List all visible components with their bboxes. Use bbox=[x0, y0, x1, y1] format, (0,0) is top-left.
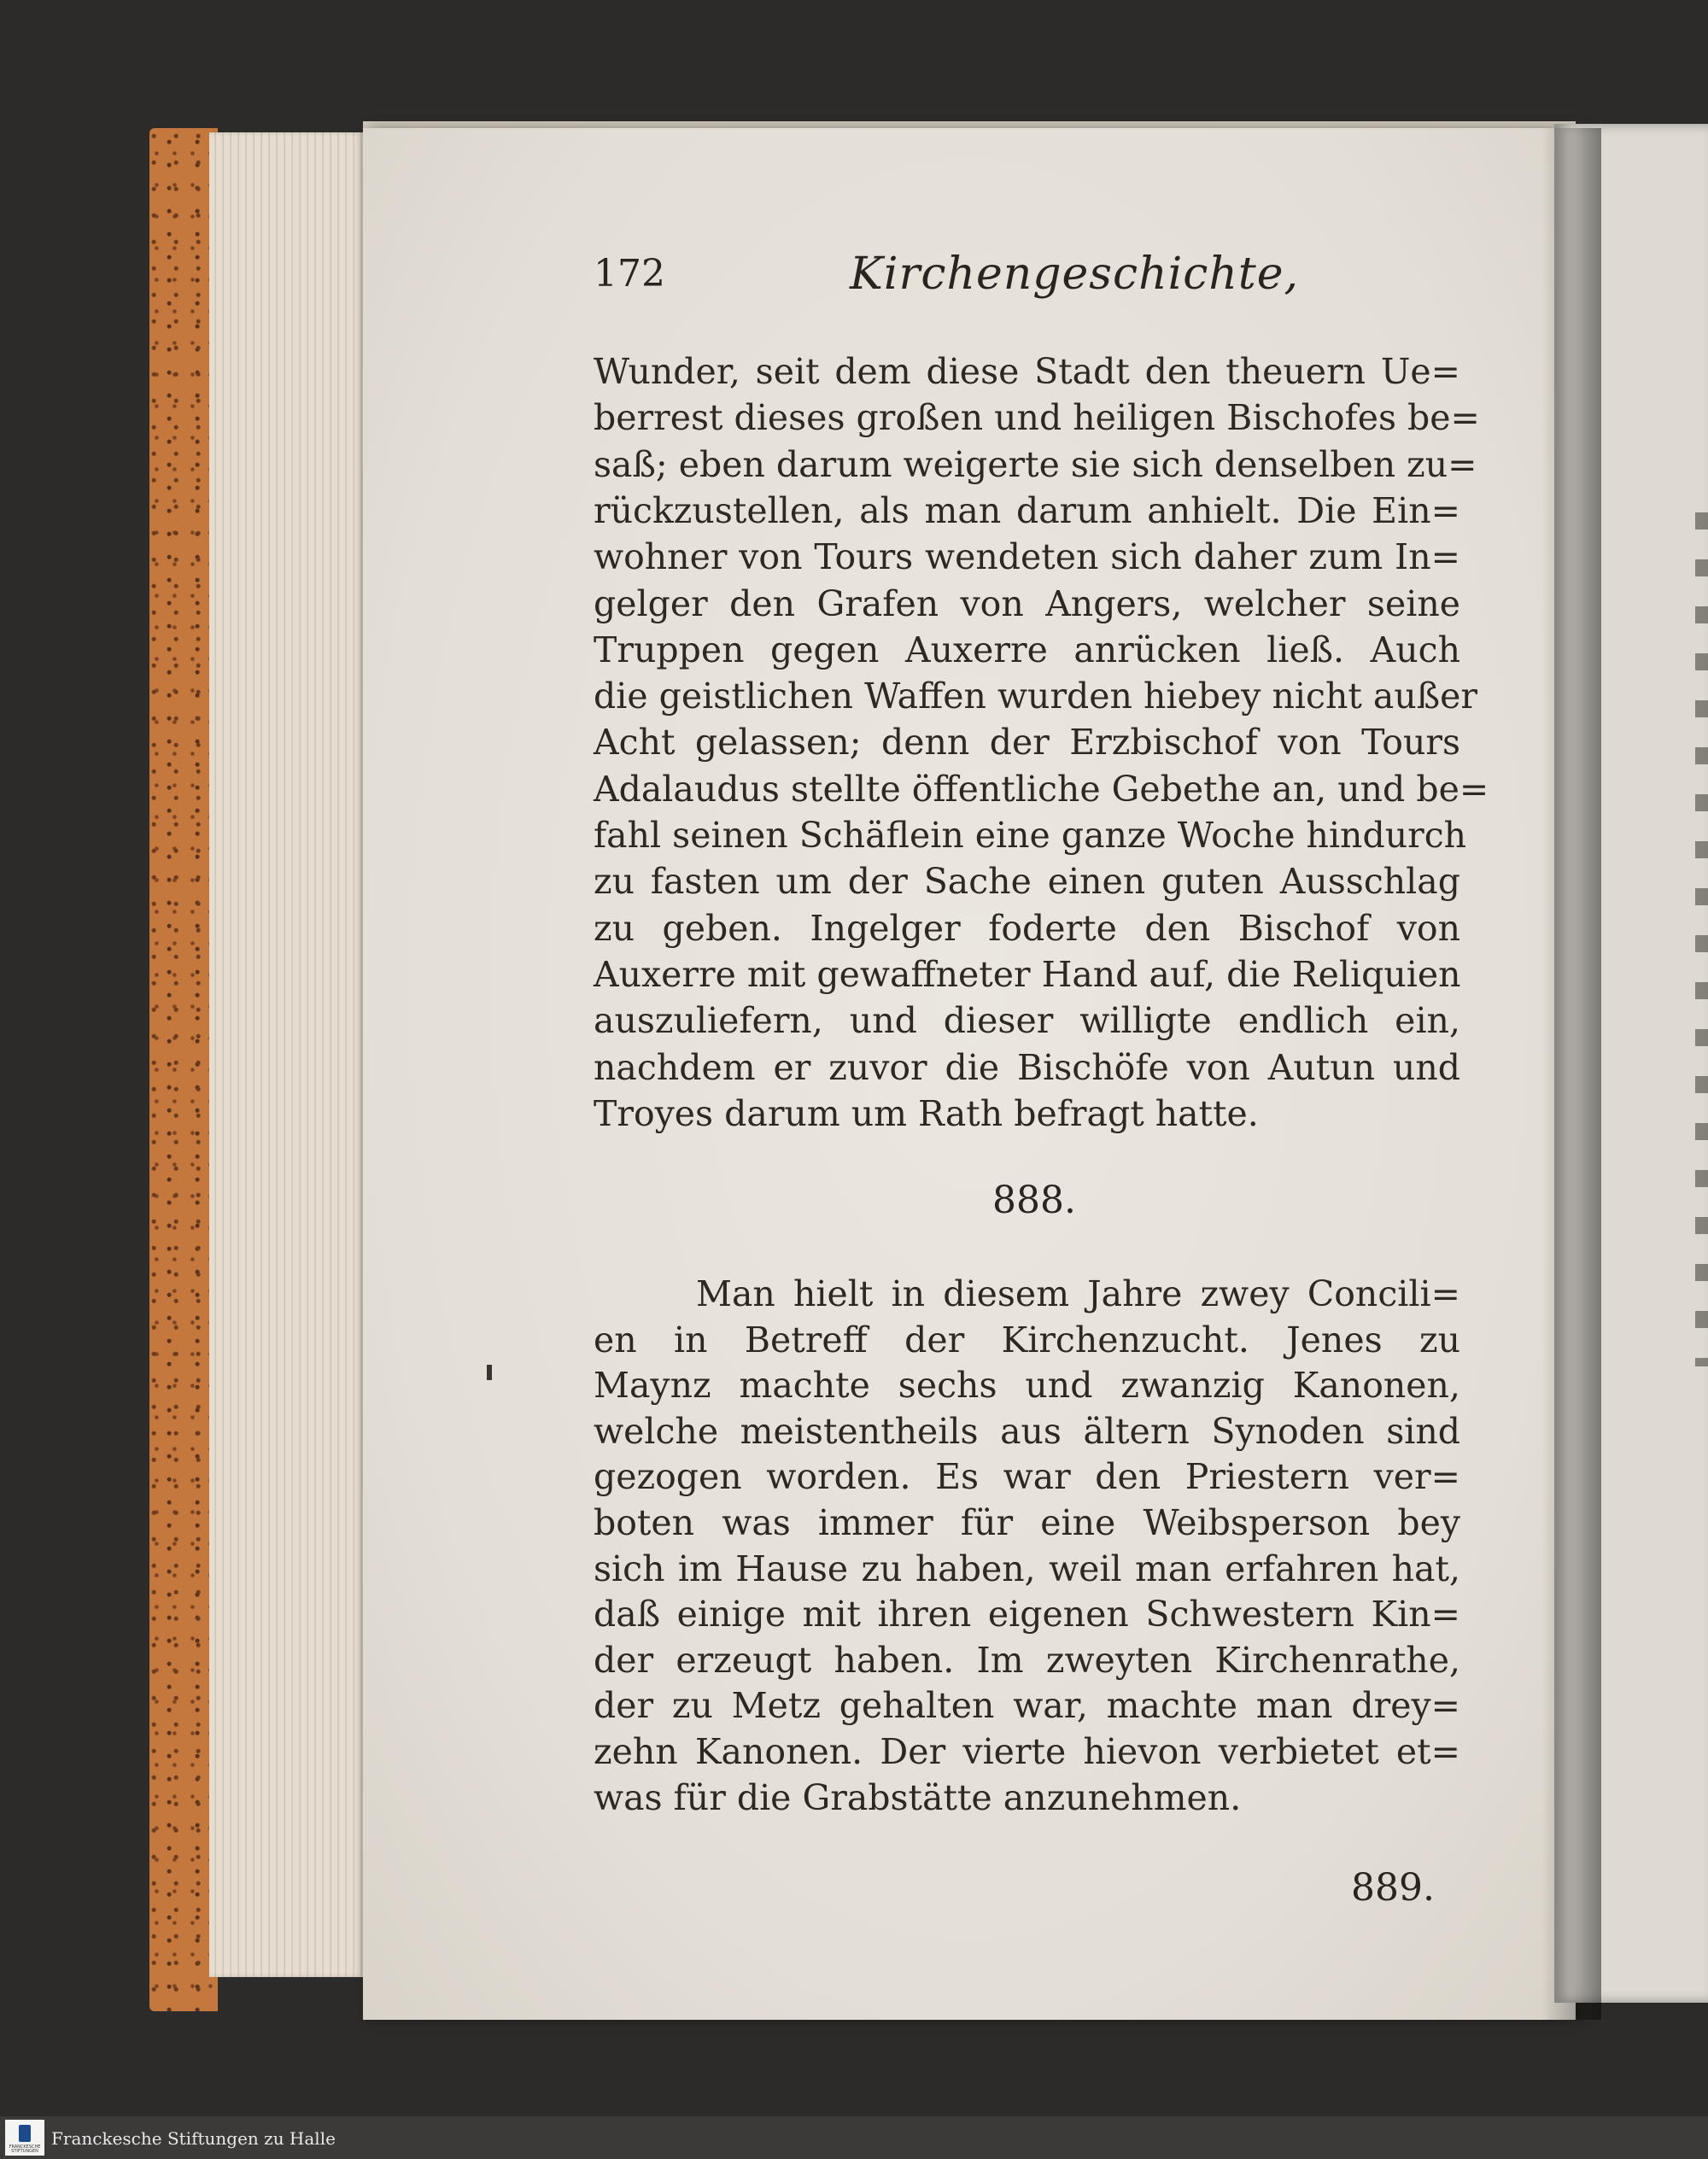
text-line: saß; eben darum weigerte sie sich denselben zu= bbox=[594, 443, 1477, 485]
text-line: daß einige mit ihren eigenen Schwestern Kin= bbox=[594, 1594, 1460, 1635]
text-line: gezogen worden. Es war den Priestern ver= bbox=[594, 1456, 1460, 1498]
text-line: rückzustellen, als man darum anhielt. Die Ein= bbox=[594, 489, 1460, 531]
text-line: der erzeugt haben. Im zweyten Kirchenrathe, bbox=[594, 1639, 1460, 1681]
page-number: 172 bbox=[594, 252, 665, 295]
text-line: zu geben. Ingelger foderte den Bischof von bbox=[594, 907, 1460, 949]
text-line: Troyes darum um Rath befragt hatte. bbox=[594, 1092, 1259, 1134]
text-line: die geistlichen Waffen wurden hiebey nicht außer bbox=[594, 676, 1477, 717]
text-line: nachdem er zuvor die Bischöfe von Autun und bbox=[594, 1046, 1460, 1088]
text-line: sich im Hause zu haben, weil man erfahren hat, bbox=[594, 1548, 1460, 1589]
text-line: Auxerre mit gewaffneter Hand auf, die Reliquien bbox=[594, 953, 1461, 995]
text-line: zehn Kanonen. Der vierte hievon verbietet et= bbox=[594, 1731, 1460, 1772]
next-section-number: 889. bbox=[1351, 1866, 1435, 1910]
facing-page-text-fragments bbox=[1695, 512, 1708, 1366]
text-line: Man hielt in diesem Jahre zwey Concili= bbox=[696, 1273, 1460, 1314]
book-gutter bbox=[1541, 128, 1601, 2020]
page-stack-edge bbox=[209, 132, 363, 1977]
text-line: was für die Grabstätte anzunehmen. bbox=[594, 1776, 1242, 1818]
text-line: Maynz machte sechs und zwanzig Kanonen, bbox=[594, 1365, 1460, 1407]
text-line: wohner von Tours wendeten sich daher zum In= bbox=[594, 536, 1460, 578]
text-line: Wunder, seit dem diese Stadt den theuern Ue= bbox=[594, 351, 1460, 392]
text-line: zu fasten um der Sache einen guten Ausschlag bbox=[594, 861, 1460, 903]
text-line: Truppen gegen Auxerre anrücken ließ. Auch bbox=[594, 629, 1460, 670]
running-title: Kirchengeschichte, bbox=[850, 249, 1300, 300]
text-line: der zu Metz gehalten war, machte man drey= bbox=[594, 1685, 1460, 1727]
book-cover-edge bbox=[149, 128, 218, 2011]
text-line: boten was immer für eine Weibsperson bey bbox=[594, 1502, 1460, 1543]
logo-text: FRANCKESCHE STIFTUNGEN bbox=[9, 2144, 41, 2154]
text-line: berrest dieses großen und heiligen Bischofes be= bbox=[594, 397, 1480, 439]
footer-bar bbox=[0, 2116, 1708, 2159]
text-line: welche meistentheils aus ältern Synoden sind bbox=[594, 1410, 1460, 1452]
text-line: Acht gelassen; denn der Erzbischof von Tours bbox=[594, 722, 1460, 764]
text-line: fahl seinen Schäflein eine ganze Woche hindurch bbox=[594, 815, 1467, 856]
institution-name: Franckesche Stiftungen zu Halle bbox=[51, 2128, 336, 2149]
year-heading: 888. bbox=[992, 1179, 1076, 1222]
text-line: gelger den Grafen von Angers, welcher seine bbox=[594, 582, 1460, 624]
text-line: auszuliefern, und dieser willigte endlich ein, bbox=[594, 1000, 1460, 1042]
text-line: Adalaudus stellte öffentliche Gebethe an, und be= bbox=[594, 768, 1489, 810]
margin-mark bbox=[487, 1365, 492, 1380]
institution-logo-icon bbox=[5, 2120, 44, 2156]
page-header bbox=[594, 249, 1465, 303]
text-line: en in Betreff der Kirchenzucht. Jenes zu bbox=[594, 1319, 1460, 1360]
